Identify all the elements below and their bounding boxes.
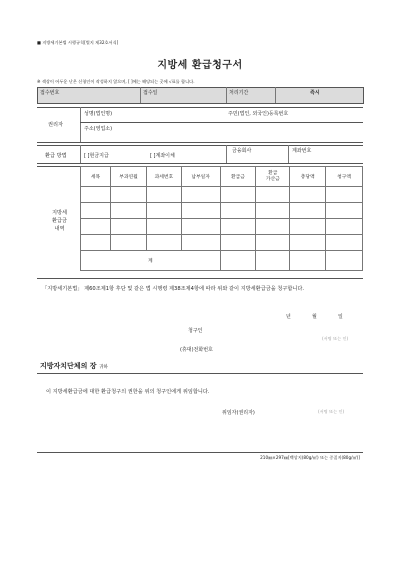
processing-period-value: 즉시: [310, 90, 320, 96]
col-tax-number: 과세번호: [146, 167, 181, 187]
col-claim-amount: 청구액: [326, 167, 363, 187]
col-tax-item: 세목: [81, 167, 111, 187]
paper-spec: 210㎜×297㎜[백상지(80g/㎡) 또는 중질지(80g/㎡)]: [260, 455, 360, 460]
refund-method-label: 환급 방법: [45, 153, 67, 159]
claimant-section-label: 권리자: [48, 122, 64, 128]
col-appropriation: 총당액: [290, 167, 326, 187]
delegation-text: 이 지방세환급금에 대한 환급청구의 권한을 위의 청구인에게 위임합니다.: [46, 389, 210, 395]
date-year: 년: [286, 314, 291, 320]
claimant-name-label: 성명(법인명): [84, 111, 113, 117]
table-row: [81, 235, 363, 251]
details-label-line-1: 지방세: [51, 210, 68, 216]
total-label: 계: [81, 251, 221, 271]
account-number-label: 계좌번호: [292, 148, 312, 154]
bank-label: 금융회사: [232, 148, 252, 154]
claimant-address-label: 주소(영업소): [84, 126, 113, 132]
col-refund-interest: 환급 가산금: [256, 167, 290, 187]
legal-statement: 「지방세기본법」 제60조제1항 후단 및 같은 법 시행령 제38조제4항에 따라 위와 같이 지방세환급금을 청구합니다.: [42, 286, 305, 292]
addressee-suffix: 귀하: [98, 365, 108, 370]
details-label-line-2: 환급금: [51, 218, 68, 224]
details-section-label: [42, 209, 77, 233]
claimant-sign-hint: (서명 또는 인): [322, 336, 349, 341]
col-payment-date: 납부일자: [181, 167, 220, 187]
date-month: 월: [312, 314, 317, 320]
form-notice: ※ 색상이 어두운 난은 신청인이 작성하지 않으며, [ ]에는 해당되는 곳에 √표를 합니다.: [37, 79, 195, 84]
cash-option[interactable]: [ ]현금지급: [84, 153, 109, 159]
addressee: [40, 361, 108, 371]
receipt-date-label: 접수일: [143, 90, 158, 96]
details-label-line-3: 내역: [54, 226, 65, 232]
form-reference: ■ 지방세기본법 시행규칙[별지 제32호서식]: [37, 40, 119, 45]
col-refund-amount: 환급금: [220, 167, 256, 187]
phone-label: (휴대)전화번호: [180, 347, 213, 353]
date-day: 일: [338, 314, 343, 320]
processing-period-label: 처리기간: [229, 90, 249, 96]
delegator-sign-hint: (서명 또는 인): [318, 409, 345, 414]
total-row: [81, 251, 363, 271]
receipt-number-label: 접수번호: [40, 90, 60, 96]
table-row: [81, 203, 363, 219]
delegator-label: 위임자(권리자): [222, 410, 255, 416]
table-row: [81, 187, 363, 203]
transfer-option[interactable]: [ ]계좌이체: [150, 153, 175, 159]
refund-details-table: [80, 166, 363, 271]
claimant-signature-label: 청구인: [188, 328, 203, 334]
page-title: 지방세 환급청구서: [157, 60, 243, 71]
claimant-id-label: 주민(법인, 외국인)등록번호: [228, 111, 289, 117]
addressee-name: 지방자치단체의 장: [40, 362, 97, 370]
table-row: [81, 219, 363, 235]
col-levy-month: 부과연월: [111, 167, 147, 187]
